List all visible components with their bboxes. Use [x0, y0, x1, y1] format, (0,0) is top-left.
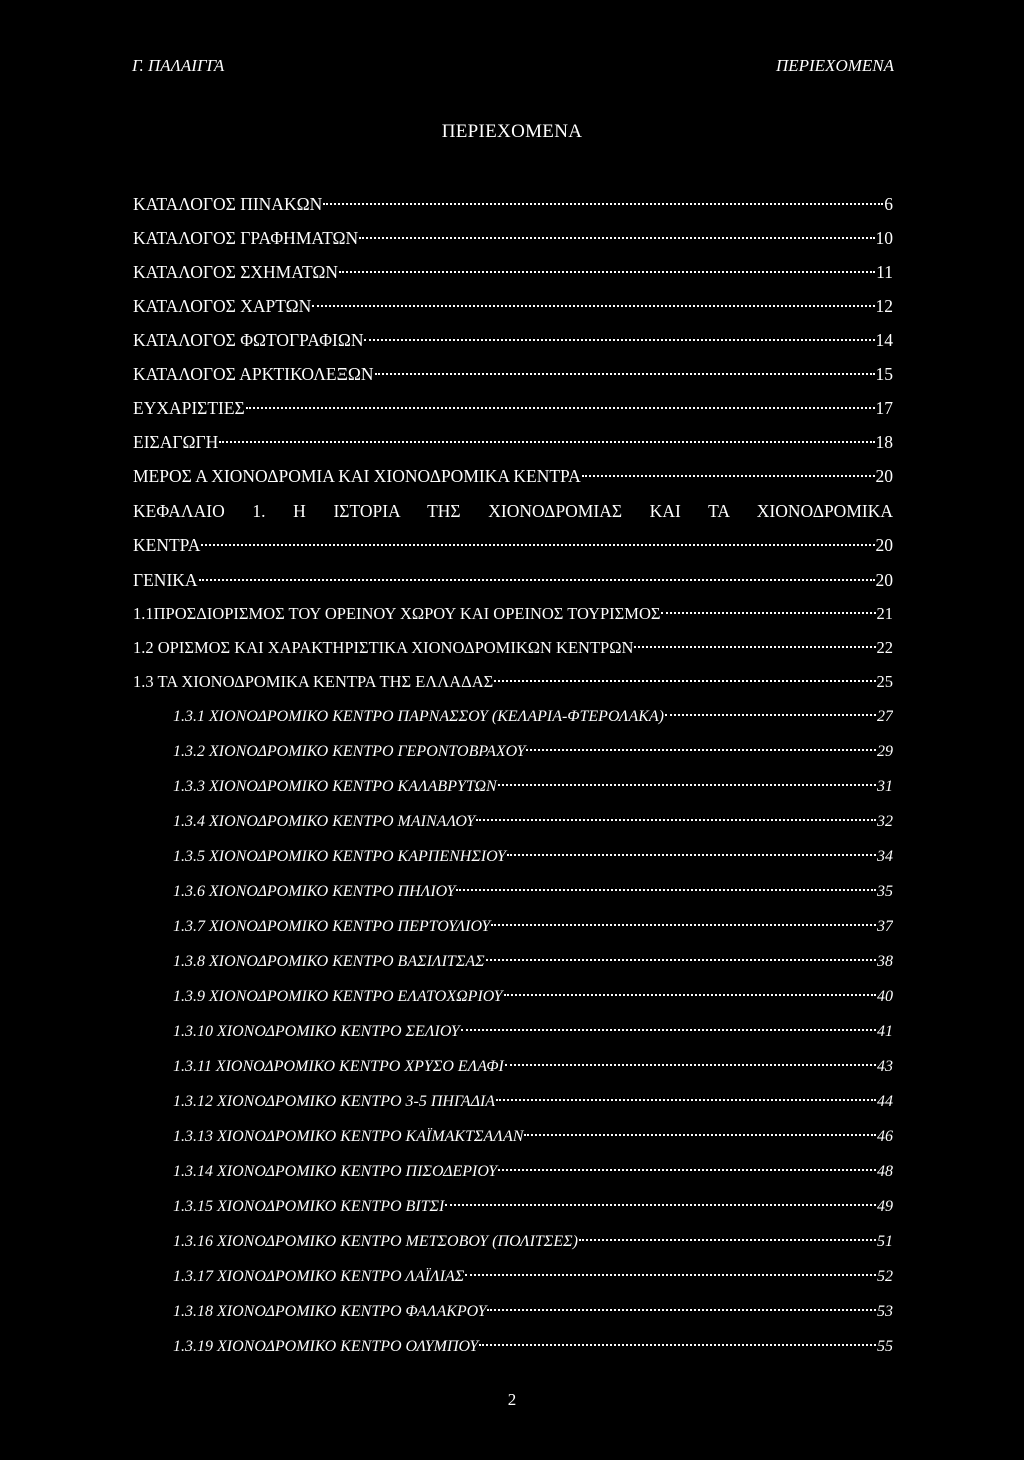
- toc-entry: [173, 703, 893, 731]
- toc-entry: [173, 1123, 893, 1151]
- toc-entry-text: 1.3.5 ΧΙΟΝΟΔΡΟΜΙΚΟ ΚΕΝΤΡΟ ΚΑΡΠΕΝΗΣΙΟΥ: [173, 848, 506, 865]
- dot-leader: [445, 1204, 876, 1206]
- toc-entry: [173, 1193, 893, 1221]
- toc-entry-page: 46: [877, 1128, 893, 1145]
- dot-leader: [505, 1064, 876, 1066]
- toc-entry: [173, 808, 893, 836]
- dot-leader: [582, 475, 875, 477]
- toc-entry-page: 20: [875, 466, 893, 486]
- toc-entry-text: 1.3.10 ΧΙΟΝΟΔΡΟΜΙΚΟ ΚΕΝΤΡΟ ΣΕΛΙΟΥ: [173, 1023, 460, 1040]
- toc-entry-page: 44: [877, 1093, 893, 1110]
- dot-leader: [219, 441, 874, 443]
- toc-entry-page: 31: [877, 778, 893, 795]
- toc-entry-page: 27: [877, 708, 893, 725]
- toc-entry-text: 1.3.18 ΧΙΟΝΟΔΡΟΜΙΚΟ ΚΕΝΤΡΟ ΦΑΛΑΚΡΟΥ: [173, 1303, 487, 1320]
- toc-entry-page: 55: [877, 1338, 893, 1355]
- header-section: ΠΕΡΙΕΧΟΜΕΝΑ: [775, 56, 894, 75]
- toc-entry: [133, 326, 893, 354]
- page-number: 2: [507, 1390, 517, 1409]
- toc-entry-page: 21: [876, 604, 893, 623]
- toc-entry-text: ΓΕΝΙΚΑ: [133, 570, 198, 590]
- dot-leader: [486, 959, 876, 961]
- dot-leader: [507, 854, 876, 856]
- dot-leader: [494, 680, 875, 682]
- toc-entry: [173, 773, 893, 801]
- toc-entry-page: 10: [875, 228, 893, 248]
- toc-entry-text: 1.1ΠΡΟΣΔΙΟΡΙΣΜΟΣ ΤΟΥ ΟΡΕΙΝΟΥ ΧΩΡΟΥ ΚΑΙ ΟΡΕΙΝΟΣ ΤΟΥΡΙΣΜΟΣ: [133, 604, 661, 623]
- toc-entry-text: 1.3.19 ΧΙΟΝΟΔΡΟΜΙΚΟ ΚΕΝΤΡΟ ΟΛΥΜΠΟΥ: [173, 1338, 479, 1355]
- toc-entry: [173, 1088, 893, 1116]
- toc-entry-page: 41: [877, 1023, 893, 1040]
- toc-entry-text: 1.3.16 ΧΙΟΝΟΔΡΟΜΙΚΟ ΚΕΝΤΡΟ ΜΕΤΣΟΒΟΥ (ΠΟΛΙΤΣΕΣ): [173, 1233, 578, 1250]
- dot-leader: [456, 889, 876, 891]
- dot-leader: [634, 646, 875, 648]
- dot-leader: [312, 305, 874, 307]
- dot-leader: [323, 203, 883, 205]
- toc-entry-text: ΚΑΤΑΛΟΓΟΣ ΣΧΗΜΑΤΩΝ: [133, 262, 338, 282]
- toc-entry-page: 32: [877, 813, 893, 830]
- toc-entry: [173, 1158, 893, 1186]
- dot-leader: [579, 1239, 876, 1241]
- dot-leader: [461, 1029, 876, 1031]
- dot-leader: [498, 784, 876, 786]
- dot-leader: [498, 1169, 876, 1171]
- toc-entry: [173, 1263, 893, 1291]
- toc-entry-text: ΚΑΤΑΛΟΓΟΣ ΧΑΡΤΩΝ: [133, 296, 312, 316]
- toc-entry: [133, 634, 893, 662]
- toc-entry-text: ΚΑΤΑΛΟΓΟΣ ΑΡΚΤΙΚΟΛΕΞΩΝ: [133, 364, 374, 384]
- toc-entry-page: 48: [877, 1163, 893, 1180]
- dot-leader: [661, 612, 875, 614]
- dot-leader: [364, 339, 874, 341]
- dot-leader: [491, 924, 876, 926]
- toc-entry-page: 43: [877, 1058, 893, 1075]
- toc-entry-text: ΜΕΡΟΣ Α ΧΙΟΝΟΔΡΟΜΙΑ ΚΑΙ ΧΙΟΝΟΔΡΟΜΙΚΑ ΚΕΝΤΡΑ: [133, 466, 581, 486]
- dot-leader: [476, 819, 876, 821]
- toc-entry-text: ΚΕΝΤΡΑ: [133, 535, 201, 555]
- toc-entry-page: 49: [877, 1198, 893, 1215]
- dot-leader: [524, 1134, 876, 1136]
- dot-leader: [487, 1309, 876, 1311]
- dot-leader: [665, 714, 876, 716]
- toc-entry-page: 6: [884, 194, 893, 214]
- toc-entry: [173, 913, 893, 941]
- toc-entry-text: ΕΥΧΑΡΙΣΤΙΕΣ: [133, 398, 245, 418]
- toc-entry: [133, 600, 893, 628]
- toc-entry-page: 35: [877, 883, 893, 900]
- toc-entry-text: 1.3.12 ΧΙΟΝΟΔΡΟΜΙΚΟ ΚΕΝΤΡΟ 3-5 ΠΗΓΑΔΙΑ: [173, 1093, 496, 1110]
- toc-entry-page: 14: [875, 330, 893, 350]
- toc-entry: [133, 224, 893, 252]
- toc-entry: [133, 566, 893, 594]
- toc-entry-text: 1.3.7 ΧΙΟΝΟΔΡΟΜΙΚΟ ΚΕΝΤΡΟ ΠΕΡΤΟΥΛΙΟΥ: [173, 918, 491, 935]
- toc-entry: [133, 190, 893, 218]
- toc-entry-page: 15: [875, 364, 893, 384]
- toc-entry-page: 38: [877, 953, 893, 970]
- toc-entry-page: 17: [875, 398, 893, 418]
- toc-entry-page: 34: [877, 848, 893, 865]
- dot-leader: [359, 237, 874, 239]
- toc-entry-text: 1.3.4 ΧΙΟΝΟΔΡΟΜΙΚΟ ΚΕΝΤΡΟ ΜΑΙΝΑΛΟΥ: [173, 813, 476, 830]
- toc-entry-page: 25: [876, 672, 893, 691]
- toc-entry-text: ΚΑΤΑΛΟΓΟΣ ΓΡΑΦΗΜΑΤΩΝ: [133, 228, 359, 248]
- toc-entry-text: 1.3.2 ΧΙΟΝΟΔΡΟΜΙΚΟ ΚΕΝΤΡΟ ΓΕΡΟΝΤΟΒΡΑΧΟΥ: [173, 743, 526, 760]
- dot-leader: [526, 749, 876, 751]
- toc-entry-page: 37: [877, 918, 893, 935]
- toc-entry: [133, 462, 893, 490]
- toc-entry-text: 1.2 ΟΡΙΣΜΟΣ ΚΑΙ ΧΑΡΑΚΤΗΡΙΣΤΙΚΑ ΧΙΟΝΟΔΡΟΜΙΚΩΝ ΚΕΝΤΡΩΝ: [133, 638, 634, 657]
- toc-entry-page: 12: [875, 296, 893, 316]
- toc-entry-text: ΚΑΤΑΛΟΓΟΣ ΦΩΤΟΓΡΑΦΙΩΝ: [133, 330, 364, 350]
- toc-entry: [133, 668, 893, 696]
- dot-leader: [201, 544, 874, 546]
- toc-entry-page: 29: [877, 743, 893, 760]
- toc-entry: [133, 258, 893, 286]
- toc-entry-page: 52: [877, 1268, 893, 1285]
- toc-entry-page: 20: [875, 570, 893, 590]
- toc-entry-text: 1.3.3 ΧΙΟΝΟΔΡΟΜΙΚΟ ΚΕΝΤΡΟ ΚΑΛΑΒΡΥΤΩΝ: [173, 778, 497, 795]
- toc-entry: [133, 428, 893, 456]
- page-title: ΠΕΡΙΕΧΟΜΕΝΑ: [441, 121, 583, 142]
- dot-leader: [465, 1274, 876, 1276]
- toc-entry-text: 1.3.11 ΧΙΟΝΟΔΡΟΜΙΚΟ ΚΕΝΤΡΟ ΧΡΥΣΟ ΕΛΑΦΙ: [173, 1058, 504, 1075]
- toc-entry-text: ΕΙΣΑΓΩΓΗ: [133, 432, 219, 452]
- toc-entry-text: ΚΑΤΑΛΟΓΟΣ ΠΙΝΑΚΩΝ: [133, 194, 323, 214]
- toc-entry: [173, 948, 893, 976]
- toc-entry-text: 1.3.17 ΧΙΟΝΟΔΡΟΜΙΚΟ ΚΕΝΤΡΟ ΛΑΪΛΙΑΣ: [173, 1268, 465, 1285]
- toc-entry: [173, 983, 893, 1011]
- toc-entry-text: 1.3.8 ΧΙΟΝΟΔΡΟΜΙΚΟ ΚΕΝΤΡΟ ΒΑΣΙΛΙΤΣΑΣ: [173, 953, 485, 970]
- toc-entry: [173, 1053, 893, 1081]
- toc-entry-page: 53: [877, 1303, 893, 1320]
- toc-entry-page: 18: [875, 432, 893, 452]
- toc-entry-text: 1.3.1 ΧΙΟΝΟΔΡΟΜΙΚΟ ΚΕΝΤΡΟ ΠΑΡΝΑΣΣΟΥ (ΚΕΛΑΡΙΑ-ΦΤΕΡΟΛΑΚΑ): [173, 708, 665, 725]
- toc-entry-chapter: [133, 497, 893, 561]
- dot-leader: [199, 579, 875, 581]
- toc-entry: [133, 360, 893, 388]
- toc-entry: [173, 1018, 893, 1046]
- toc-entry-page: 22: [876, 638, 893, 657]
- toc-entry-page: 11: [876, 262, 893, 282]
- toc-entry-page: 40: [877, 988, 893, 1005]
- toc-entry: [173, 843, 893, 871]
- dot-leader: [504, 994, 876, 996]
- dot-leader: [479, 1344, 876, 1346]
- toc-entry-text: 1.3.6 ΧΙΟΝΟΔΡΟΜΙΚΟ ΚΕΝΤΡΟ ΠΗΛΙΟΥ: [173, 883, 456, 900]
- toc-entry-text: 1.3 ΤΑ ΧΙΟΝΟΔΡΟΜΙΚΑ ΚΕΝΤΡΑ ΤΗΣ ΕΛΛΑΔΑΣ: [133, 672, 494, 691]
- toc-entry-text-line1: ΚΕΦΑΛΑΙΟ 1. Η ΙΣΤΟΡΙΑ ΤΗΣ ΧΙΟΝΟΔΡΟΜΙΑΣ ΚΑΙ ΤΑ ΧΙΟΝΟΔΡΟΜΙΚΑ: [133, 501, 893, 521]
- toc-entry: [133, 394, 893, 422]
- toc-entry-page: 20: [875, 535, 893, 555]
- toc-entry-text: 1.3.9 ΧΙΟΝΟΔΡΟΜΙΚΟ ΚΕΝΤΡΟ ΕΛΑΤΟΧΩΡΙΟΥ: [173, 988, 503, 1005]
- dot-leader: [246, 407, 875, 409]
- toc-entry: [173, 1298, 893, 1326]
- toc-entry: [173, 878, 893, 906]
- toc-entry-text: 1.3.14 ΧΙΟΝΟΔΡΟΜΙΚΟ ΚΕΝΤΡΟ ΠΙΣΟΔΕΡΙΟΥ: [173, 1163, 498, 1180]
- toc-entry: [173, 1228, 893, 1256]
- dot-leader: [496, 1099, 876, 1101]
- toc-entry: [173, 1333, 893, 1361]
- dot-leader: [339, 271, 875, 273]
- toc-entry-text: 1.3.15 ΧΙΟΝΟΔΡΟΜΙΚΟ ΚΕΝΤΡΟ ΒΙΤΣΙ: [173, 1198, 445, 1215]
- toc-entry: [133, 292, 893, 320]
- toc-entry: [173, 738, 893, 766]
- toc-entry-text: 1.3.13 ΧΙΟΝΟΔΡΟΜΙΚΟ ΚΕΝΤΡΟ ΚΑΪΜΑΚΤΣΑΛΑΝ: [173, 1128, 524, 1145]
- toc-entry-page: 51: [877, 1233, 893, 1250]
- dot-leader: [375, 373, 875, 375]
- header-author: Γ. ΠΑΛΑΙΓΓΑ: [132, 56, 225, 75]
